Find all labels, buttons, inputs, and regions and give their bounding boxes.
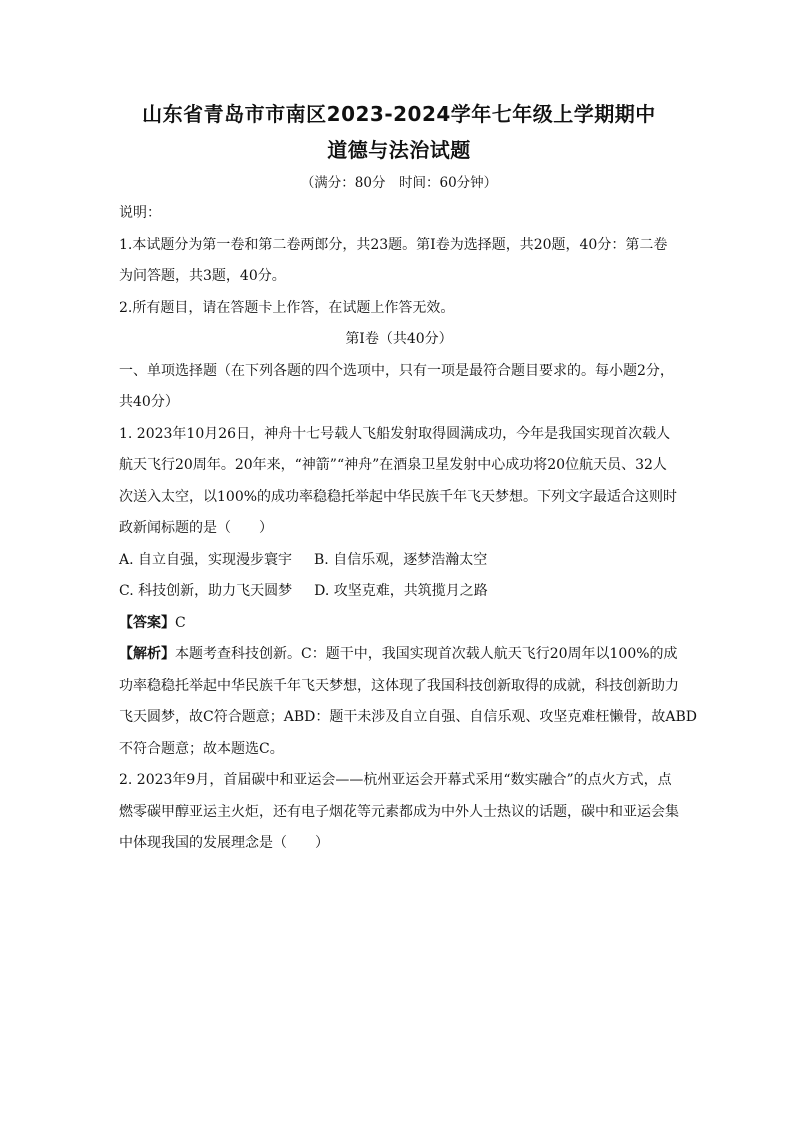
exam-meta: （满分：80分 时间：60分钟） bbox=[300, 175, 498, 191]
q2-line2: 燃零碳甲醇亚运主火炬，还有电子烟花等元素都成为中外人士热议的话题，碳中和亚运会集 bbox=[119, 803, 679, 820]
q1-answer-label: 【答案】 bbox=[119, 614, 175, 631]
question-2 bbox=[119, 765, 679, 860]
q1-analysis-line2: 功率稳稳托举起中华民族千年飞天梦想，这体现了我国科技创新取得的成就，科技创新助力 bbox=[119, 677, 679, 694]
q1-analysis-text: 本题考查科技创新。C：题干中，我国实现首次载人航天飞行20周年以100%的成 bbox=[175, 646, 678, 662]
note-heading: 说明： bbox=[119, 205, 161, 221]
q1-option-d: D. 攻坚克难，共筑揽月之路 bbox=[314, 583, 488, 599]
q1-options-row2 bbox=[119, 576, 679, 608]
exam-title-line2: 道德与法治试题 bbox=[327, 138, 471, 162]
section-title: 第I卷（共40分） bbox=[345, 331, 453, 347]
note-1-line2: 为问答题，共3题，40分。 bbox=[119, 268, 286, 284]
q1-line1: 1. 2023年10月26日，神舟十七号载人飞船发射取得圆满成功，今年是我国实现首次载人 bbox=[119, 425, 671, 442]
q1-analysis-line1 bbox=[119, 639, 679, 671]
q1-line4: 政新闻标题的是（ ） bbox=[119, 520, 273, 536]
q1-analysis-line4: 不符合题意；故本题选C。 bbox=[119, 740, 284, 757]
q1-analysis-line3: 飞天圆梦，故C符合题意；ABD：题干未涉及自立自强、自信乐观、攻坚克难枉懒骨，故ABD bbox=[119, 709, 697, 725]
q1-answer-value: C bbox=[175, 614, 186, 631]
q1-options-row1 bbox=[119, 545, 679, 577]
q1-answer bbox=[119, 608, 679, 640]
part1-instructions-line1: 一、单项选择题（在下列各题的四个选项中，只有一项是最符合题目要求的。每小题2分， bbox=[119, 362, 674, 379]
q2-line1: 2. 2023年9月，首届碳中和亚运会——杭州亚运会开幕式采用“数实融合”的点火方式，点 bbox=[119, 772, 672, 788]
question-1 bbox=[119, 419, 697, 766]
q1-analysis-label: 【解析】 bbox=[119, 646, 175, 662]
note-2: 2.所有题目，请在答题卡上作答，在试题上作答无效。 bbox=[119, 299, 455, 316]
q1-line3: 次送入太空，以100%的成功率稳稳托举起中华民族千年飞天梦想。下列文字最适合这则时 bbox=[119, 488, 678, 505]
q1-option-c: C. 科技创新，助力飞天圆梦 bbox=[119, 583, 293, 599]
note-1-line1: 1.本试题分为第一卷和第二卷两郎分，共23题。第I卷为选择题，共20题，40分：第二卷 bbox=[119, 236, 668, 253]
q2-line3: 中体现我国的发展理念是（ ） bbox=[119, 835, 329, 851]
part1-instructions-line2: 共40分） bbox=[119, 394, 179, 410]
q1-option-a: A. 自立自强，实现漫步寰宇 bbox=[119, 551, 293, 568]
q1-line2: 航天飞行20周年。20年来，“神箭”“神舟”在酒泉卫星发射中心成功将20位航天员、32人 bbox=[119, 457, 667, 473]
exam-page bbox=[119, 96, 697, 860]
exam-title-line1: 山东省青岛市市南区2023-2024学年七年级上学期期中 bbox=[142, 102, 656, 126]
q1-option-b: B. 自信乐观，逐梦浩瀚太空 bbox=[314, 551, 488, 568]
